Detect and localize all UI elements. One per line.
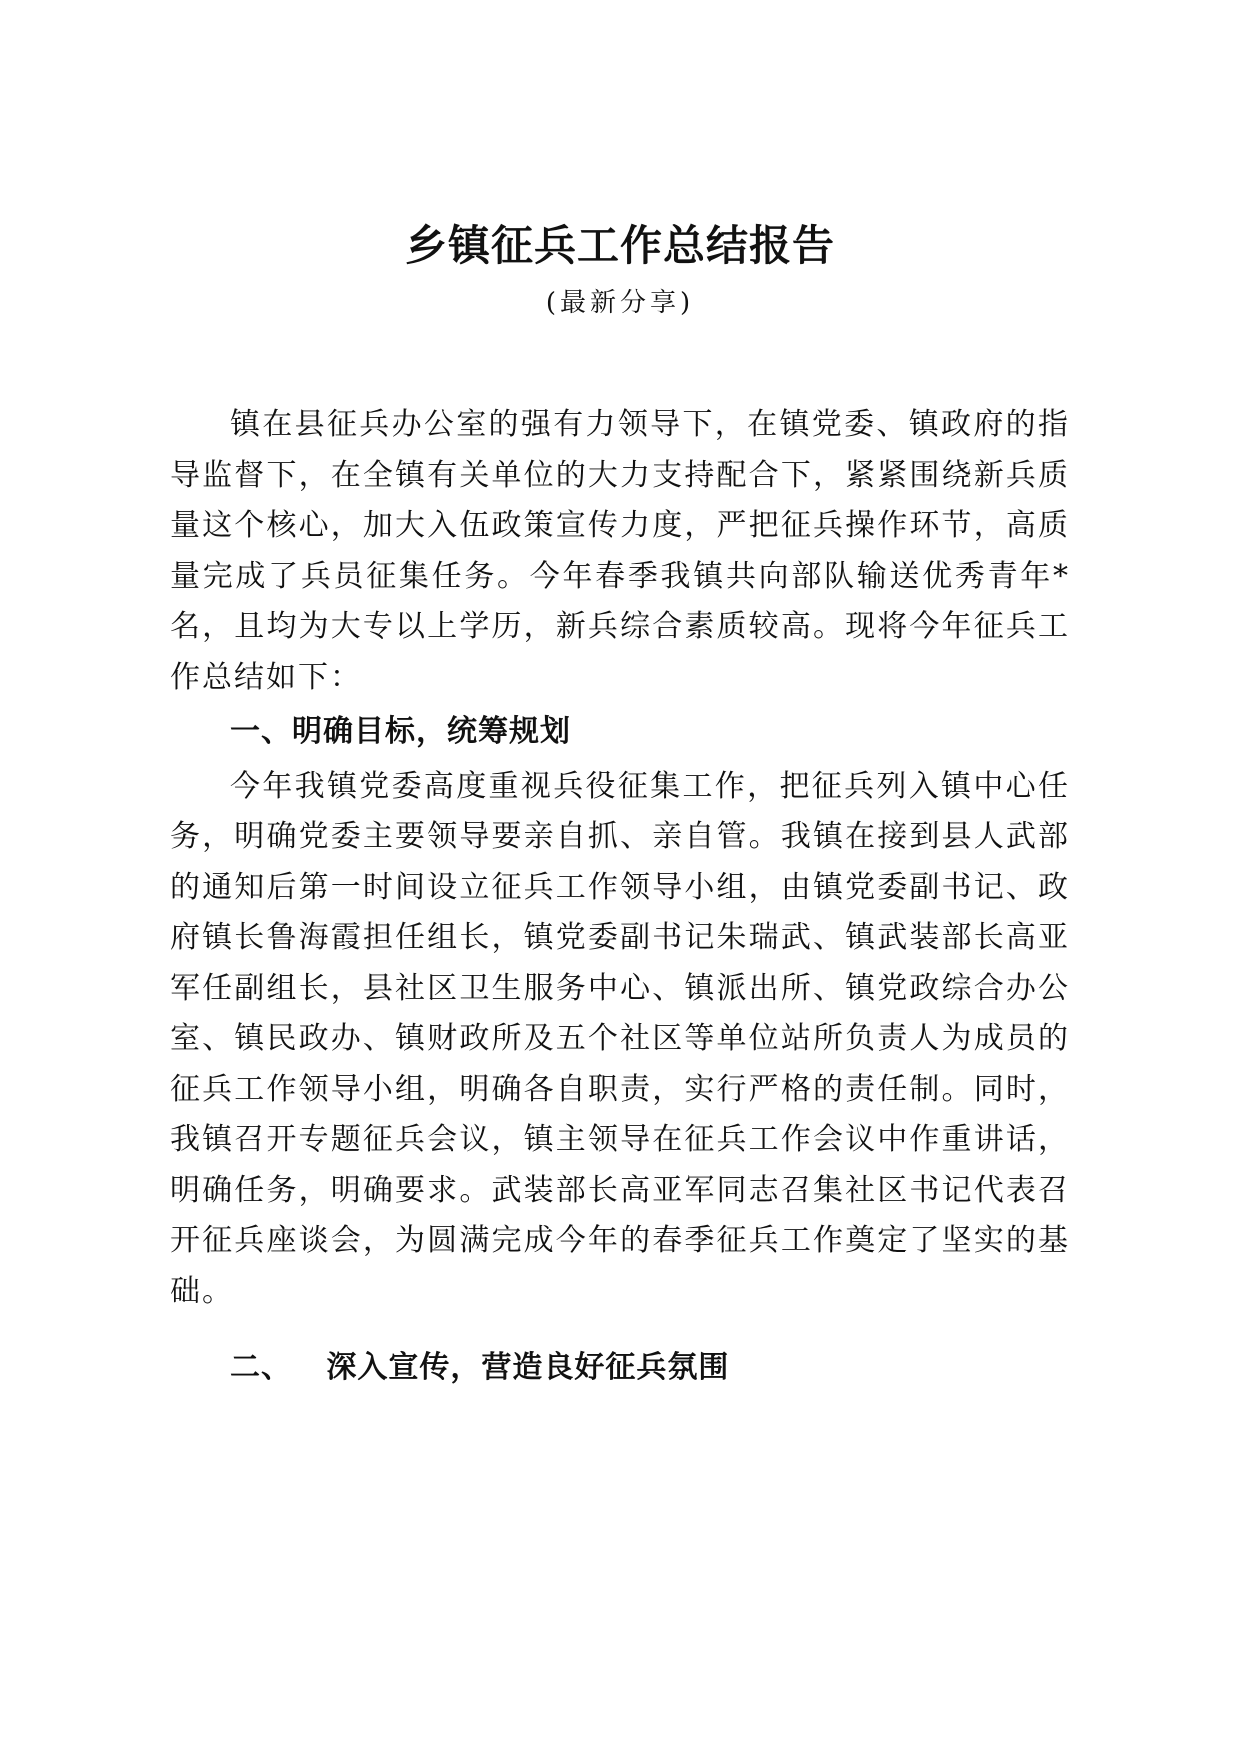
section-1-paragraph: 今年我镇党委高度重视兵役征集工作，把征兵列入镇中心任务，明确党委主要领导要亲自抓、亲自管。我镇在接到县人武部的通知后第一时间设立征兵工作领导小组，由镇党委副书记、政府镇长鲁海霞担任组长，镇党委副书记朱瑞武、镇武装部长高亚军任副组长，县社区卫生服务中心、镇派出所、镇党政综合办公室、镇民政办、镇财政所及五个社区等单位站所负责人为成员的征兵工作领导小组，明确各自职责，实行严格的责任制。同时，我镇召开专题征兵会议，镇主领导在征兵工作会议中作重讲话，明确任务，明确要求。武装部长高亚军同志召集社区书记代表召开征兵座谈会，为圆满完成今年的春季征兵工作奠定了坚实的基础。: [170, 768, 1070, 1309]
document-body: [170, 400, 1070, 1394]
intro-paragraph: 镇在县征兵办公室的强有力领导下，在镇党委、镇政府的指导监督下，在全镇有关单位的大力支持配合下，紧紧围绕新兵质量这个核心，加大入伍政策宣传力度，严把征兵操作环节，高质量完成了兵员征集任务。今年春季我镇共向部队输送优秀青年*名，且均为大专以上学历，新兵综合素质较高。现将今年征兵工作总结如下：: [170, 407, 1070, 695]
section-2-title: 深入宣传，营造良好征兵氛围: [326, 1350, 730, 1385]
section-2-gap: [292, 1350, 326, 1385]
section-2-heading: [170, 1343, 1070, 1394]
document-subtitle: (最新分享): [545, 288, 695, 318]
document-title: 乡镇征兵工作总结报告: [404, 221, 835, 270]
section-1-heading: 一、明确目标，统筹规划: [230, 714, 571, 749]
section-2-number: 二、: [230, 1350, 292, 1385]
